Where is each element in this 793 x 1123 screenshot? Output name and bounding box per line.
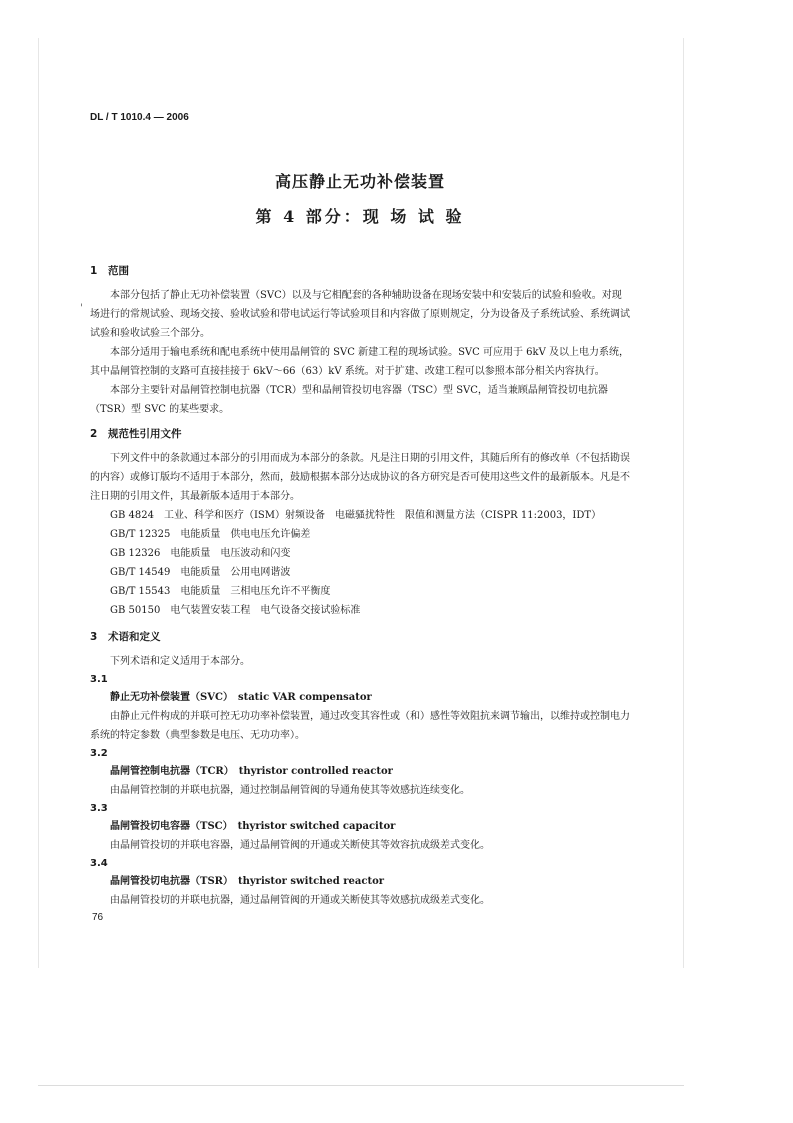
- scan-edge-right: [683, 38, 684, 968]
- scan-edge-bottom: [38, 1085, 684, 1086]
- scan-speck: ': [80, 303, 83, 314]
- term-definition: 由晶闸管投切的并联电抗器，通过晶闸管阀的开通或关断使其等效感抗成级差式变化。: [110, 895, 490, 906]
- reference-item: GB/T 12325 电能质量 供电电压允许偏差: [110, 529, 311, 540]
- term-name: 静止无功补偿装置（SVC） static VAR compensator: [110, 692, 372, 703]
- section-title: 术语和定义: [108, 631, 161, 643]
- term-number: 3.2: [90, 748, 108, 759]
- paragraph: 本部分主要针对晶闸管控制电抗器（TCR）型和晶闸管投切电容器（TSC）型 SVC，适当兼顾晶闸管投切电抗器（TSR）型 SVC 的某些要求。: [90, 385, 608, 415]
- section-title: 范围: [108, 265, 129, 277]
- reference-item: GB 4824 工业、科学和医疗（ISM）射频设备 电磁骚扰特性 限值和测量方法（CISPR 11:2003，IDT）: [110, 510, 602, 521]
- term-name: 晶闸管投切电抗器（TSR） thyristor switched reactor: [110, 876, 385, 887]
- paragraph: 下列术语和定义适用于本部分。: [110, 656, 250, 667]
- section-terms-definitions: [90, 629, 630, 910]
- document-title: 高压静止无功补偿装置: [274, 172, 445, 191]
- reference-item: GB/T 14549 电能质量 公用电网谐波: [110, 567, 291, 578]
- term-name: 晶闸管投切电容器（TSC） thyristor switched capacitor: [110, 821, 396, 832]
- term-number: 3.3: [90, 803, 108, 814]
- term-number: 3.4: [90, 858, 108, 869]
- term-definition: 由晶闸管控制的并联电抗器，通过控制晶闸管阀的导通角使其等效感抗连续变化。: [110, 785, 470, 796]
- document-subtitle: 第 4 部分：现 场 试 验: [255, 207, 465, 226]
- section-scope: [90, 263, 630, 419]
- term-entry: [90, 671, 630, 745]
- term-number: 3.1: [90, 674, 108, 685]
- reference-item: GB/T 15543 电能质量 三相电压允许不平衡度: [110, 586, 331, 597]
- reference-item: GB 12326 电能质量 电压波动和闪变: [110, 548, 291, 559]
- section-heading: [90, 426, 630, 441]
- section-number: 3: [90, 631, 98, 643]
- term-entry: [90, 855, 630, 910]
- paragraph: 本部分适用于输电系统和配电系统中使用晶闸管的 SVC 新建工程的现场试验。SVC 可应用于 6kV 及以上电力系统，其中晶闸管控制的支路可直接挂接于 6kV～66（63）kV 系统。对于扩建、改建工程可以参照本部分相关内容执行。: [90, 347, 629, 377]
- term-definition: 由晶闸管投切的并联电容器，通过晶闸管阀的开通或关断使其等效容抗成级差式变化。: [110, 840, 490, 851]
- section-number: 2: [90, 428, 98, 440]
- section-heading: [90, 263, 630, 278]
- term-entry: [90, 745, 630, 800]
- scan-edge-left: [38, 38, 39, 968]
- section-normative-references: [90, 426, 630, 620]
- section-heading: [90, 629, 630, 644]
- paragraph: 本部分包括了静止无功补偿装置（SVC）以及与它相配套的各种辅助设备在现场安装中和安装后的试验和验收。对现场进行的常规试验、现场交接、验收试验和带电试运行等试验项目和内容做了原则规定，分为设备及子系统试验、系统调试试验和验收试验三个部分。: [90, 290, 630, 339]
- page-number: 76: [92, 912, 104, 923]
- section-title: 规范性引用文件: [108, 428, 182, 440]
- term-entry: [90, 800, 630, 855]
- reference-item: GB 50150 电气装置安装工程 电气设备交接试验标准: [110, 605, 361, 616]
- paragraph: 下列文件中的条款通过本部分的引用而成为本部分的条款。凡是注日期的引用文件，其随后所有的修改单（不包括勘误的内容）或修订版均不适用于本部分，然而，鼓励根据本部分达成协议的各方研究是否可使用这些文件的最新版本。凡是不注日期的引用文件，其最新版本适用于本部分。: [90, 453, 630, 502]
- standard-code: DL / T 1010.4 — 2006: [90, 112, 189, 123]
- document-page: [90, 112, 630, 910]
- term-name: 晶闸管控制电抗器（TCR） thyristor controlled reactor: [110, 766, 393, 777]
- term-definition: 由静止元件构成的并联可控无功功率补偿装置，通过改变其容性或（和）感性等效阻抗来调节输出，以维持或控制电力系统的特定参数（典型参数是电压、无功功率）。: [90, 711, 630, 741]
- section-number: 1: [90, 265, 98, 277]
